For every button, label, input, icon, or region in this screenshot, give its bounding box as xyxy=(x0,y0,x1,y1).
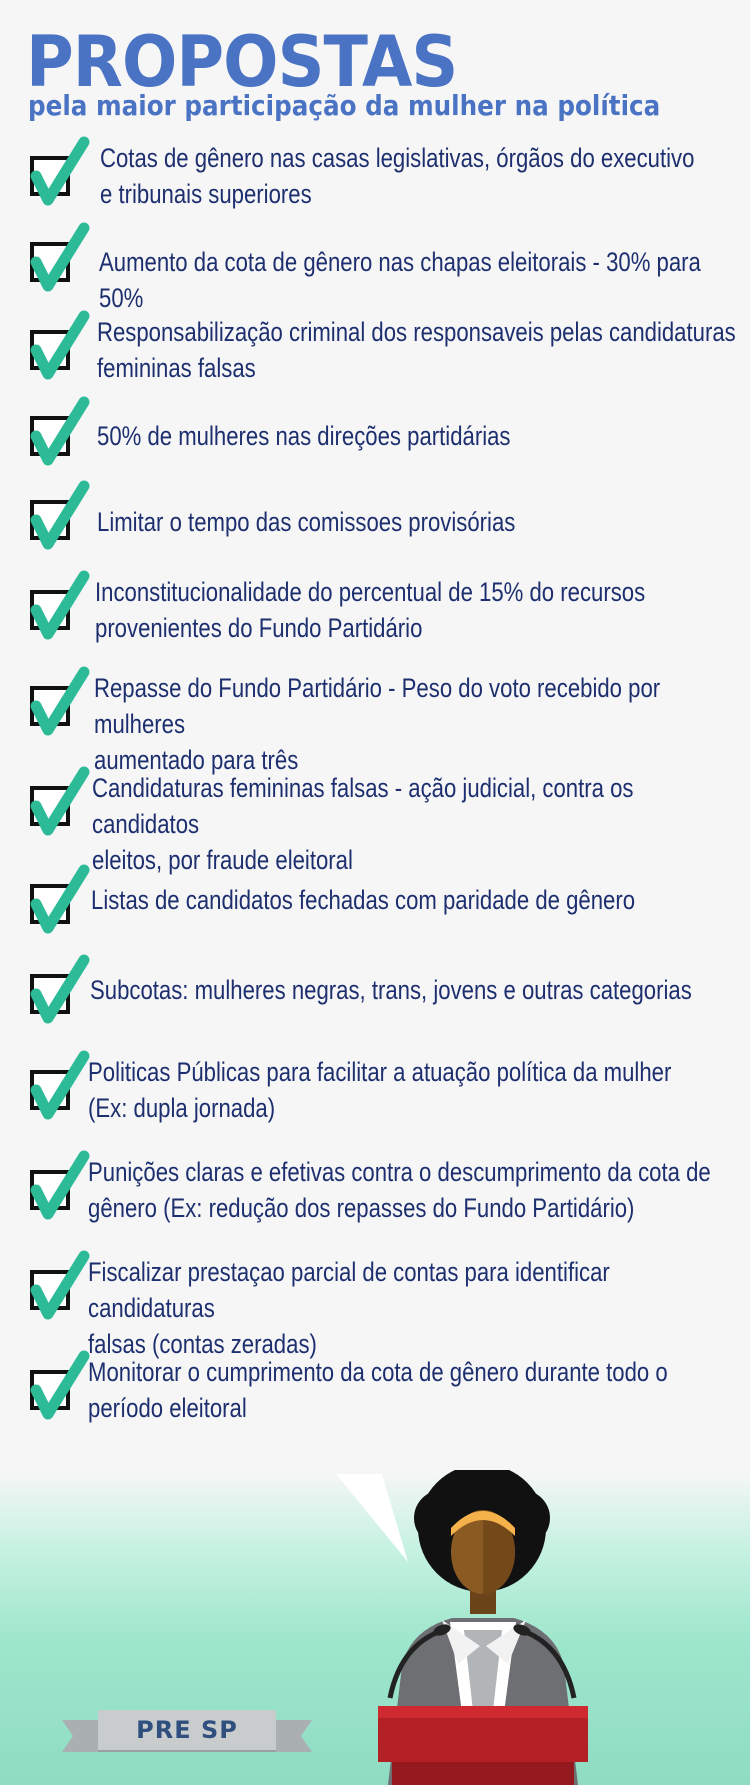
checkbox-check-icon xyxy=(26,574,84,654)
banner-label: PRE SP xyxy=(136,1716,238,1744)
proposal-item xyxy=(22,770,732,875)
proposal-text: Fiscalizar prestaçao parcial de contas para identificar candidaturas falsas (contas zeradas) xyxy=(88,1257,610,1359)
checkbox-check-icon xyxy=(26,958,84,1038)
proposal-item xyxy=(22,1054,732,1134)
proposal-text: Subcotas: mulheres negras, trans, jovens e outras categorias xyxy=(90,975,692,1005)
checkbox-check-icon xyxy=(26,1354,84,1434)
pre-sp-banner xyxy=(62,1708,312,1758)
proposal-text: Listas de candidatos fechadas com paridade de gênero xyxy=(91,885,636,915)
checkbox-check-icon xyxy=(26,226,84,306)
proposal-text: Repasse do Fundo Partidário - Peso do voto recebido por mulheres aumentado para três xyxy=(94,673,661,775)
proposal-text: Limitar o tempo das comissoes provisórias xyxy=(97,507,516,537)
proposal-text: Aumento da cota de gênero nas chapas eleitorais - 30% para 50% xyxy=(99,247,701,313)
proposal-text: Inconstitucionalidade do percentual de 15% do recursos provenientes do Fundo Partidário xyxy=(95,577,646,643)
checkbox-check-icon xyxy=(26,400,84,480)
podium-icon xyxy=(378,1706,588,1785)
page-title: PROPOSTAS xyxy=(26,21,458,103)
proposal-item xyxy=(22,574,732,654)
checkbox-check-icon xyxy=(26,670,84,750)
checkbox-check-icon xyxy=(26,314,84,394)
proposal-text: 50% de mulheres nas direções partidárias xyxy=(97,421,511,451)
proposal-text: Responsabilização criminal dos responsaveis pelas candidaturas femininas falsas xyxy=(97,317,736,383)
proposal-item xyxy=(22,140,732,220)
checkbox-check-icon xyxy=(26,770,84,850)
proposal-item xyxy=(22,1354,732,1434)
proposal-text: Candidaturas femininas falsas - ação judicial, contra os candidatos eleitos, por fraude eleitoral xyxy=(92,773,634,875)
proposal-item xyxy=(22,1254,732,1359)
checkbox-check-icon xyxy=(26,1054,84,1134)
page-subtitle: pela maior participação da mulher na política xyxy=(28,89,661,122)
checkbox-check-icon xyxy=(26,140,84,220)
proposal-text: Cotas de gênero nas casas legislativas, órgãos do executivo e tribunais superiores xyxy=(100,143,695,209)
speaker-woman-icon xyxy=(330,1470,630,1785)
proposal-item xyxy=(22,400,732,480)
checkbox-check-icon xyxy=(26,868,84,948)
proposal-text: Politicas Públicas para facilitar a atuação política da mulher (Ex: dupla jornada) xyxy=(88,1057,672,1123)
proposal-item xyxy=(22,484,732,564)
proposal-item xyxy=(22,670,732,775)
proposal-item xyxy=(22,314,736,394)
checkbox-check-icon xyxy=(26,1154,84,1234)
proposal-text: Monitorar o cumprimento da cota de gênero durante todo o período eleitoral xyxy=(88,1357,668,1423)
proposal-text: Punições claras e efetivas contra o descumprimento da cota de gênero (Ex: redução dos repasses do Fundo Partidário) xyxy=(88,1157,711,1223)
checkbox-check-icon xyxy=(26,484,84,564)
speech-bubble-icon xyxy=(336,1474,408,1562)
proposal-item xyxy=(22,868,732,948)
proposal-item xyxy=(22,958,732,1038)
checkbox-check-icon xyxy=(26,1254,84,1334)
proposal-item xyxy=(22,1154,732,1234)
proposal-item xyxy=(22,226,732,313)
